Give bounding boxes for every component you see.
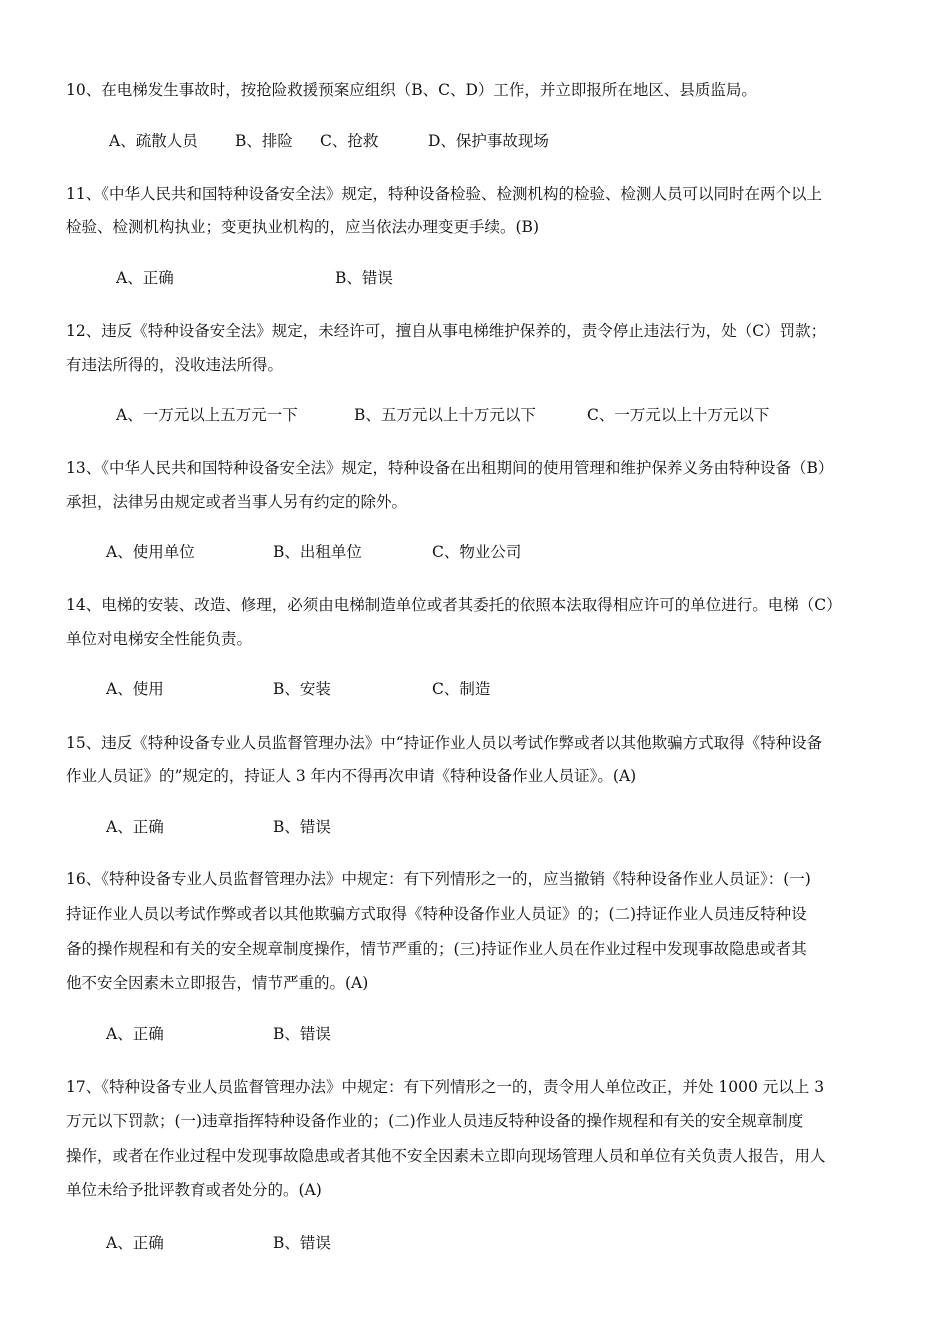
option-a: A、使用 (106, 680, 164, 698)
question-text: 万元以下罚款；(一)违章指挥特种设备作业的；(二)作业人员违反特种设备的操作规程和有关的安全规章制度 (66, 1112, 804, 1130)
question-text: 15、违反《特种设备专业人员监督管理办法》中“持证作业人员以考试作弊或者以其他欺骗方式取得《特种设备 (66, 734, 823, 752)
question-text: 11、《中华人民共和国特种设备安全法》规定，特种设备检验、检测机构的检验、检测人员可以同时在两个以上 (66, 185, 822, 203)
question-text: 承担，法律另由规定或者当事人另有约定的除外。 (66, 493, 408, 511)
question-text: 16、《特种设备专业人员监督管理办法》中规定：有下列情形之一的，应当撤销《特种设备作业人员证》：(一) (66, 870, 811, 888)
question-text: 13、《中华人民共和国特种设备安全法》规定，特种设备在出租期间的使用管理和维护保养义务由特种设备（B） (66, 459, 834, 477)
question-text: 检验、检测机构执业；变更执业机构的，应当依法办理变更手续。(B) (66, 218, 539, 236)
question-text: 10、在电梯发生事故时，按抢险救援预案应组织（B、C、D）工作，并立即报所在地区、县质监局。 (66, 81, 757, 99)
option-a: A、使用单位 (106, 543, 195, 561)
option-b: B、错误 (273, 1025, 331, 1043)
question-text: 作业人员证》的”规定的，持证人 3 年内不得再次申请《特种设备作业人员证》。(A) (66, 767, 637, 785)
option-b: B、排险 (235, 132, 293, 150)
option-c: C、物业公司 (432, 543, 522, 561)
question-text: 有违法所得的，没收违法所得。 (66, 356, 284, 374)
option-b: B、出租单位 (273, 543, 362, 561)
question-text: 单位对电梯安全性能负责。 (66, 630, 253, 648)
option-b: B、安装 (273, 680, 331, 698)
question-text: 备的操作规程和有关的安全规章制度操作，情节严重的；(三)持证作业人员在作业过程中发现事故隐患或者其 (66, 940, 807, 958)
question-text: 14、电梯的安装、改造、修理，必须由电梯制造单位或者其委托的依照本法取得相应许可的单位进行。电梯（C） (66, 596, 842, 614)
option-a: A、正确 (106, 1025, 164, 1043)
option-c: C、一万元以上十万元以下 (587, 406, 770, 424)
option-a: A、疏散人员 (109, 132, 198, 150)
option-a: A、一万元以上五万元一下 (116, 406, 298, 424)
question-text: 17、《特种设备专业人员监督管理办法》中规定：有下列情形之一的，责令用人单位改正，并处 1000 元以上 3 (66, 1078, 825, 1096)
option-a: A、正确 (116, 269, 174, 287)
option-b: B、错误 (273, 818, 331, 836)
option-a: A、正确 (106, 1234, 164, 1252)
question-text: 他不安全因素未立即报告，情节严重的。(A) (66, 974, 369, 992)
question-text: 操作，或者在作业过程中发现事故隐患或者其他不安全因素未立即向现场管理人员和单位有关负责人报告，用人 (66, 1147, 826, 1165)
option-a: A、正确 (106, 818, 164, 836)
option-b: B、错误 (335, 269, 393, 287)
option-c: C、制造 (432, 680, 491, 698)
question-text: 持证作业人员以考试作弊或者以其他欺骗方式取得《特种设备作业人员证》的；(二)持证作业人员违反特种设 (66, 905, 807, 923)
question-text: 12、违反《特种设备安全法》规定，未经许可，擅自从事电梯维护保养的，责令停止违法行为，处（C）罚款； (66, 322, 827, 340)
question-text: 单位未给予批评教育或者处分的。(A) (66, 1181, 322, 1199)
option-d: D、保护事故现场 (428, 132, 549, 150)
option-b: B、错误 (273, 1234, 331, 1252)
option-c: C、抢救 (320, 132, 379, 150)
option-b: B、五万元以上十万元以下 (354, 406, 536, 424)
